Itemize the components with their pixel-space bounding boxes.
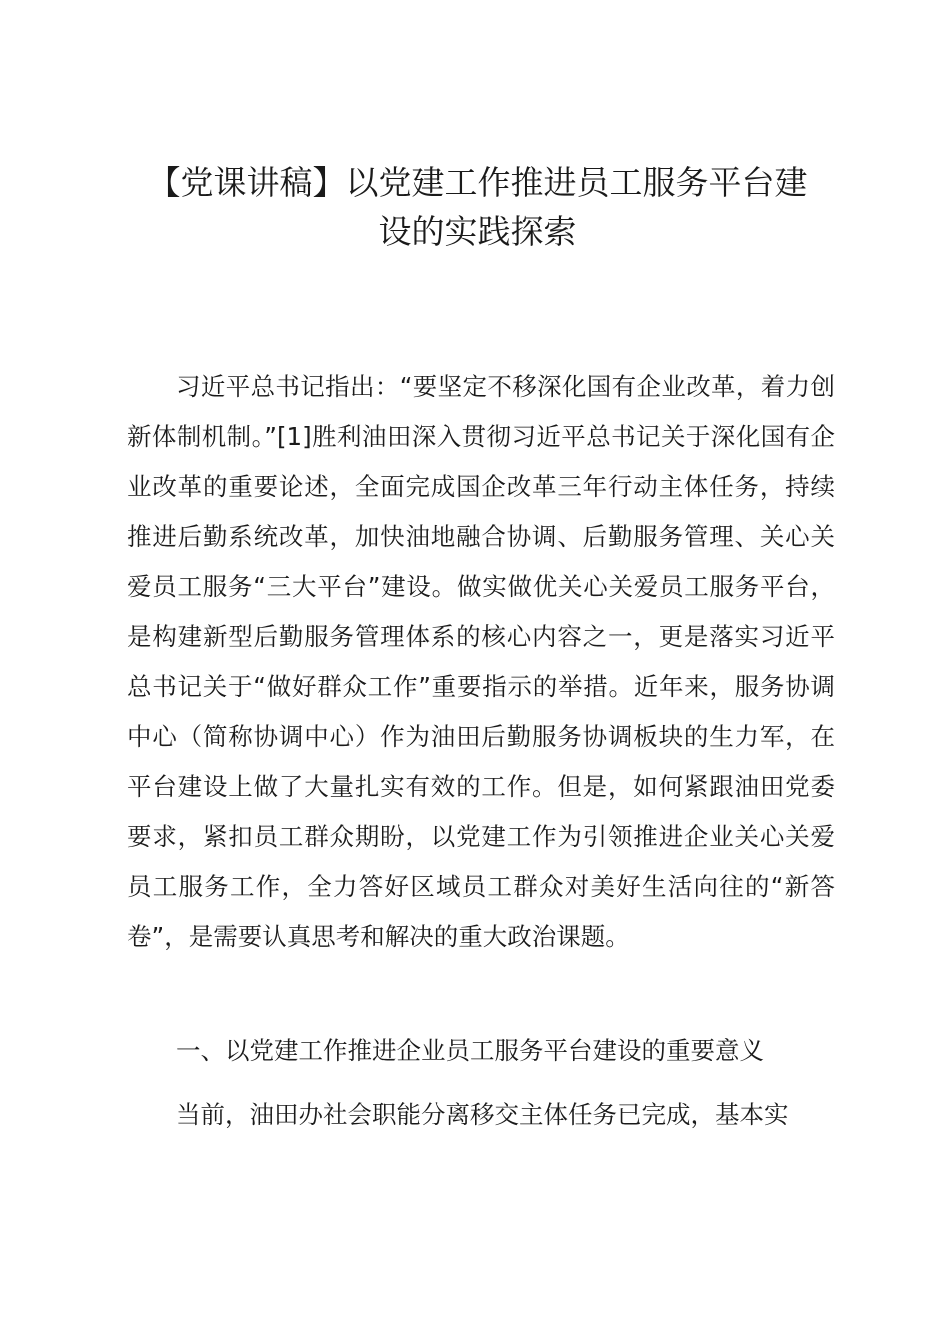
document-title — [120, 158, 835, 256]
section-1-paragraph: 当前，油田办社会职能分离移交主体任务已完成，基本实 — [176, 1100, 789, 1129]
title-line-1: 【党课讲稿】以党建工作推进员工服务平台建 — [147, 163, 808, 202]
intro-paragraph: 习近平总书记指出：“要坚定不移深化国有企业改革，着力创新体制机制。”[1]胜利油田深入贯彻习近平总书记关于深化国有企业改革的重要论述，全面完成国企改革三年行动主体任务，持续推进后勤系统改革，加快油地融合协调、后勤服务管理、关心关爱员工服务“三大平台”建设。做实做优关心关爱员工服务平台，是构建新型后勤服务管理体系的核心内容之一，更是落实习近平总书记关于“做好群众工作”重要指示的举措。近年来，服务协调中心（简称协调中心）作为油田后勤服务协调板块的生力军，在平台建设上做了大量扎实有效的工作。但是，如何紧跟油田党委要求，紧扣员工群众期盼，以党建工作为引领推进企业关心关爱员工服务工作，全力答好区域员工群众对美好生活向往的“新答卷”，是需要认真思考和解决的重大政治课题。 — [127, 372, 835, 951]
title-line-2: 设的实践探索 — [378, 212, 577, 251]
section-heading-1: 一、以党建工作推进企业员工服务平台建设的重要意义 — [176, 1036, 764, 1065]
